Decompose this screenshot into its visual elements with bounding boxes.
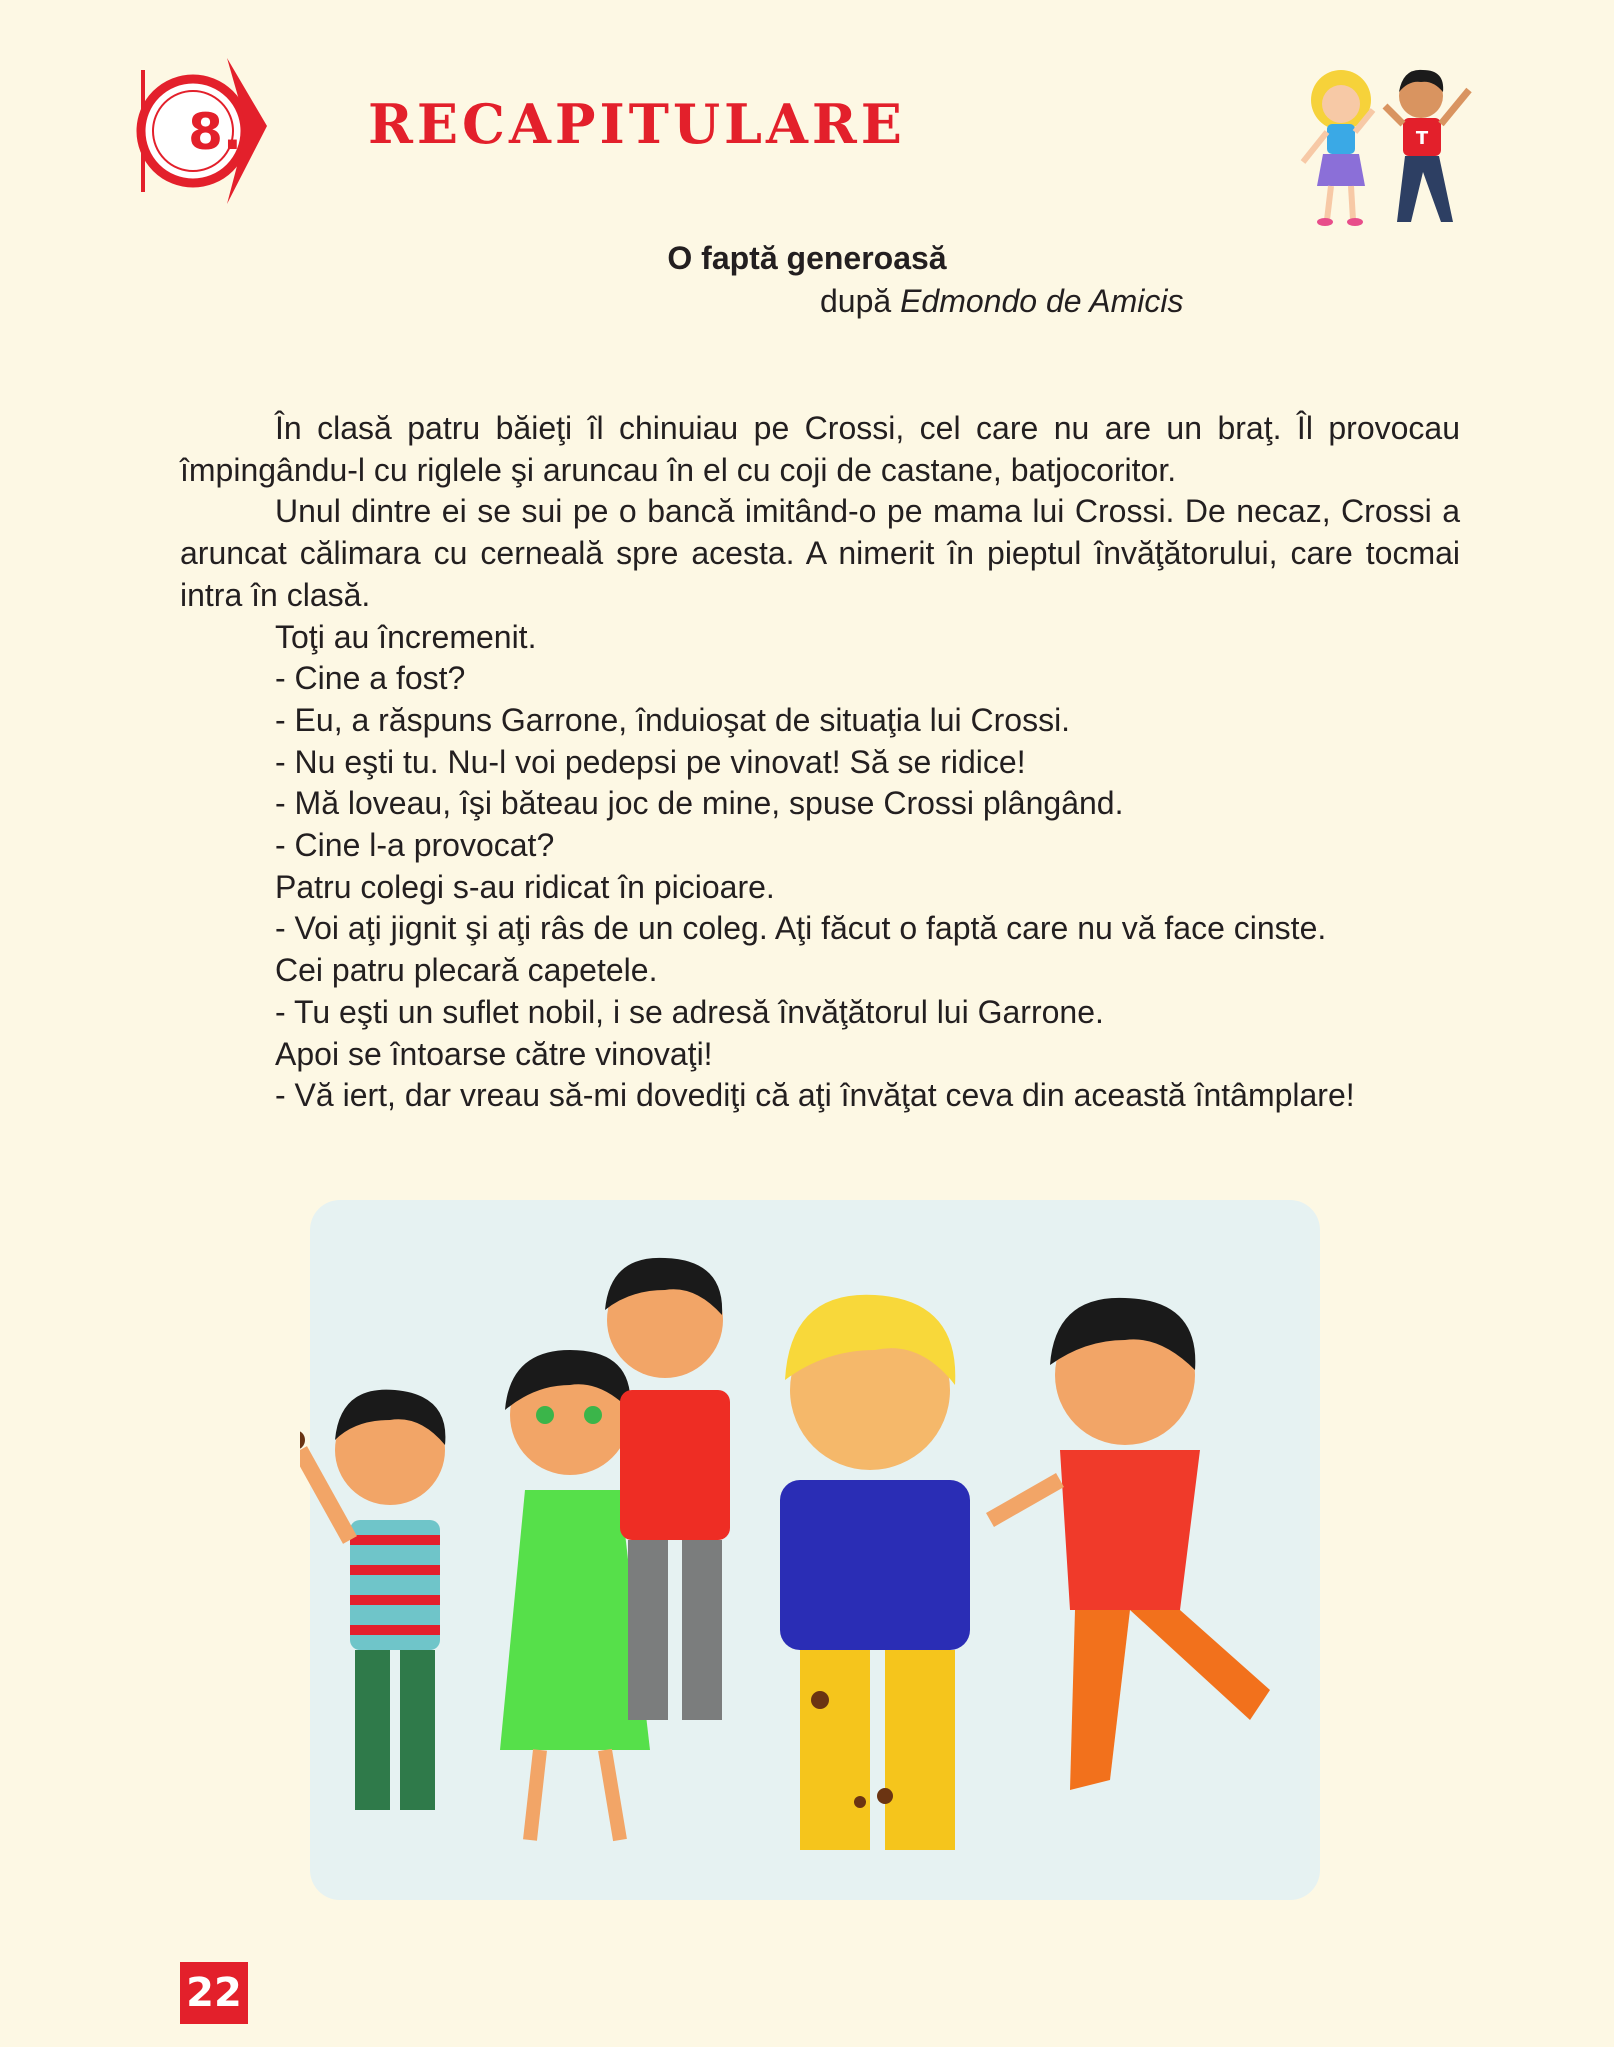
- story-title: O faptă generoasă: [667, 240, 947, 276]
- story-paragraph: Apoi se întoarse către vinovaţi!: [275, 1035, 713, 1072]
- author-prefix: după: [820, 283, 892, 319]
- dialogue-line: - Eu, a răspuns Garrone, înduioşat de situaţia lui Crossi.: [275, 701, 1071, 738]
- page-number: 22: [180, 1962, 248, 2024]
- classroom-children-illustration: [300, 1190, 1340, 1905]
- story-paragraph: În clasă patru băieţi îl chinuiau pe Crossi, cel care nu are un braţ. Îl provocau împingându-l cu riglele şi aruncau în el cu coji de castane, batjocoritor.: [180, 410, 1460, 488]
- story-text: [180, 408, 1460, 1117]
- dialogue-line: - Cine l-a provocat?: [275, 827, 555, 864]
- lesson-number: 8.: [188, 103, 242, 161]
- kids-mascot-illustration: [1293, 62, 1483, 230]
- boy-mascot: [1385, 70, 1469, 222]
- girl-mascot: [1303, 70, 1373, 226]
- dialogue-line: - Tu eşti un suflet nobil, i se adresă învăţătorul lui Garrone.: [275, 993, 1104, 1030]
- chapter-title: RECAPITULARE: [368, 92, 906, 156]
- story-paragraph: Cei patru plecară capetele.: [275, 952, 658, 989]
- dialogue-line: - Cine a fost?: [275, 660, 466, 697]
- story-paragraph: Patru colegi s-au ridicat în picioare.: [275, 868, 775, 905]
- story-paragraph: Unul dintre ei se sui pe o bancă imitând-o pe mama lui Crossi. De necaz, Crossi a aruncat călimara cu cerneală spre acesta. A nimerit în pieptul învăţătorului, care tocmai intra în clasă.: [180, 493, 1460, 613]
- story-paragraph: Toţi au încremenit.: [275, 618, 537, 655]
- dialogue-line: - Vă iert, dar vreau să-mi dovediţi că aţi învăţat ceva din această întâmplare!: [275, 1077, 1355, 1114]
- svg-text:T: T: [1415, 128, 1429, 149]
- dialogue-line: - Mă loveau, îşi băteau joc de mine, spuse Crossi plângând.: [275, 785, 1124, 822]
- dialogue-line: - Voi aţi jignit şi aţi râs de un coleg. Aţi făcut o faptă care nu vă face cinste.: [275, 910, 1327, 947]
- dialogue-line: - Nu eşti tu. Nu-l voi pedepsi pe vinovat! Să se ridice!: [275, 743, 1026, 780]
- story-author-line: [820, 283, 1183, 320]
- author-name: Edmondo de Amicis: [900, 283, 1184, 319]
